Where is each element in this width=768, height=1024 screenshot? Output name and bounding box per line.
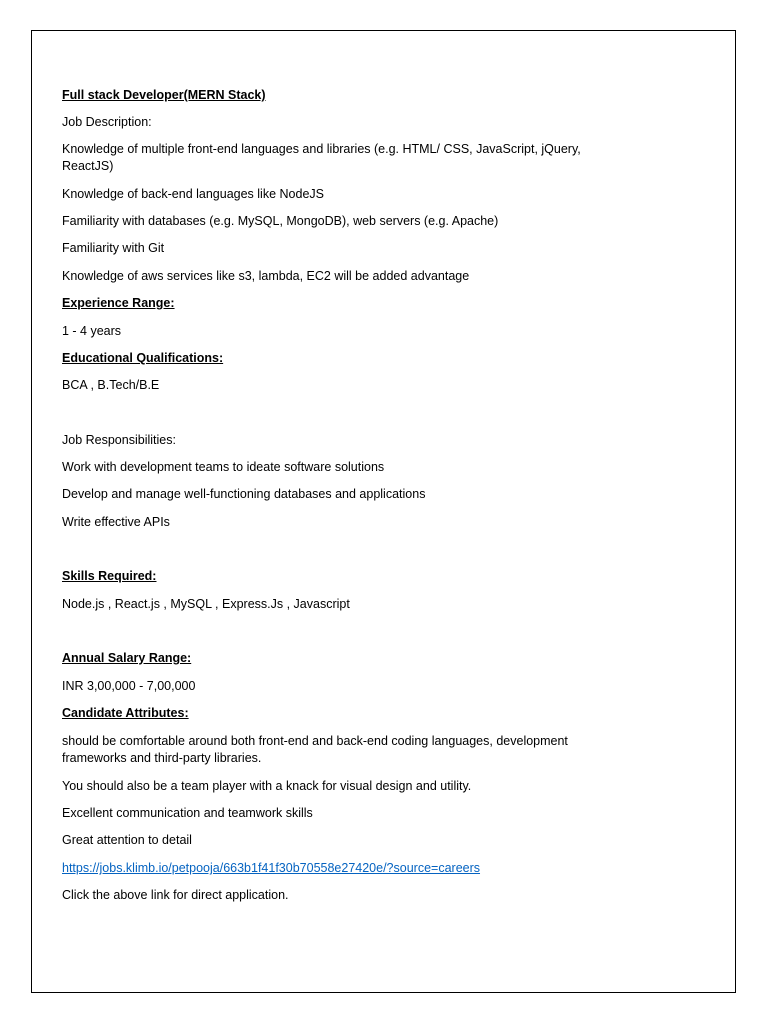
education-value: BCA , B.Tech/B.E bbox=[62, 378, 160, 392]
responsibility-item: Write effective APIs bbox=[62, 515, 170, 529]
skills-value: Node.js , React.js , MySQL , Express.Js , Javascript bbox=[62, 597, 350, 611]
skills-heading: Skills Required: bbox=[62, 569, 157, 583]
salary-value: INR 3,00,000 - 7,00,000 bbox=[62, 679, 196, 693]
attribute-item: Great attention to detail bbox=[62, 833, 192, 847]
responsibility-item: Work with development teams to ideate software solutions bbox=[62, 460, 385, 474]
salary-heading: Annual Salary Range: bbox=[62, 651, 192, 665]
job-description-item: Knowledge of back-end languages like NodeJS bbox=[62, 187, 324, 201]
attribute-item: You should also be a team player with a knack for visual design and utility. bbox=[62, 779, 472, 793]
job-description-item: Knowledge of aws services like s3, lambda, EC2 will be added advantage bbox=[62, 269, 470, 283]
attributes-heading: Candidate Attributes: bbox=[62, 706, 189, 720]
link-note: Click the above link for direct application. bbox=[62, 888, 289, 902]
job-description-item: Knowledge of multiple front-end languages and libraries (e.g. HTML/ CSS, JavaScript, jQuery, ReactJS) bbox=[62, 142, 581, 173]
job-description-label: Job Description: bbox=[62, 115, 152, 129]
attribute-item: Excellent communication and teamwork skills bbox=[62, 806, 313, 820]
job-description-item: Familiarity with Git bbox=[62, 241, 165, 255]
application-link[interactable]: https://jobs.klimb.io/petpooja/663b1f41f30b70558e27420e/?source=careers bbox=[62, 861, 481, 875]
attribute-item: should be comfortable around both front-end and back-end coding languages, development frameworks and third-party libraries. bbox=[62, 734, 568, 765]
experience-value: 1 - 4 years bbox=[62, 324, 122, 338]
education-heading: Educational Qualifications: bbox=[62, 351, 224, 365]
job-title: Full stack Developer(MERN Stack) bbox=[62, 88, 266, 102]
experience-heading: Experience Range: bbox=[62, 296, 175, 310]
job-description-item: Familiarity with databases (e.g. MySQL, MongoDB), web servers (e.g. Apache) bbox=[62, 214, 499, 228]
responsibility-item: Develop and manage well-functioning databases and applications bbox=[62, 487, 426, 501]
responsibilities-label: Job Responsibilities: bbox=[62, 433, 176, 447]
